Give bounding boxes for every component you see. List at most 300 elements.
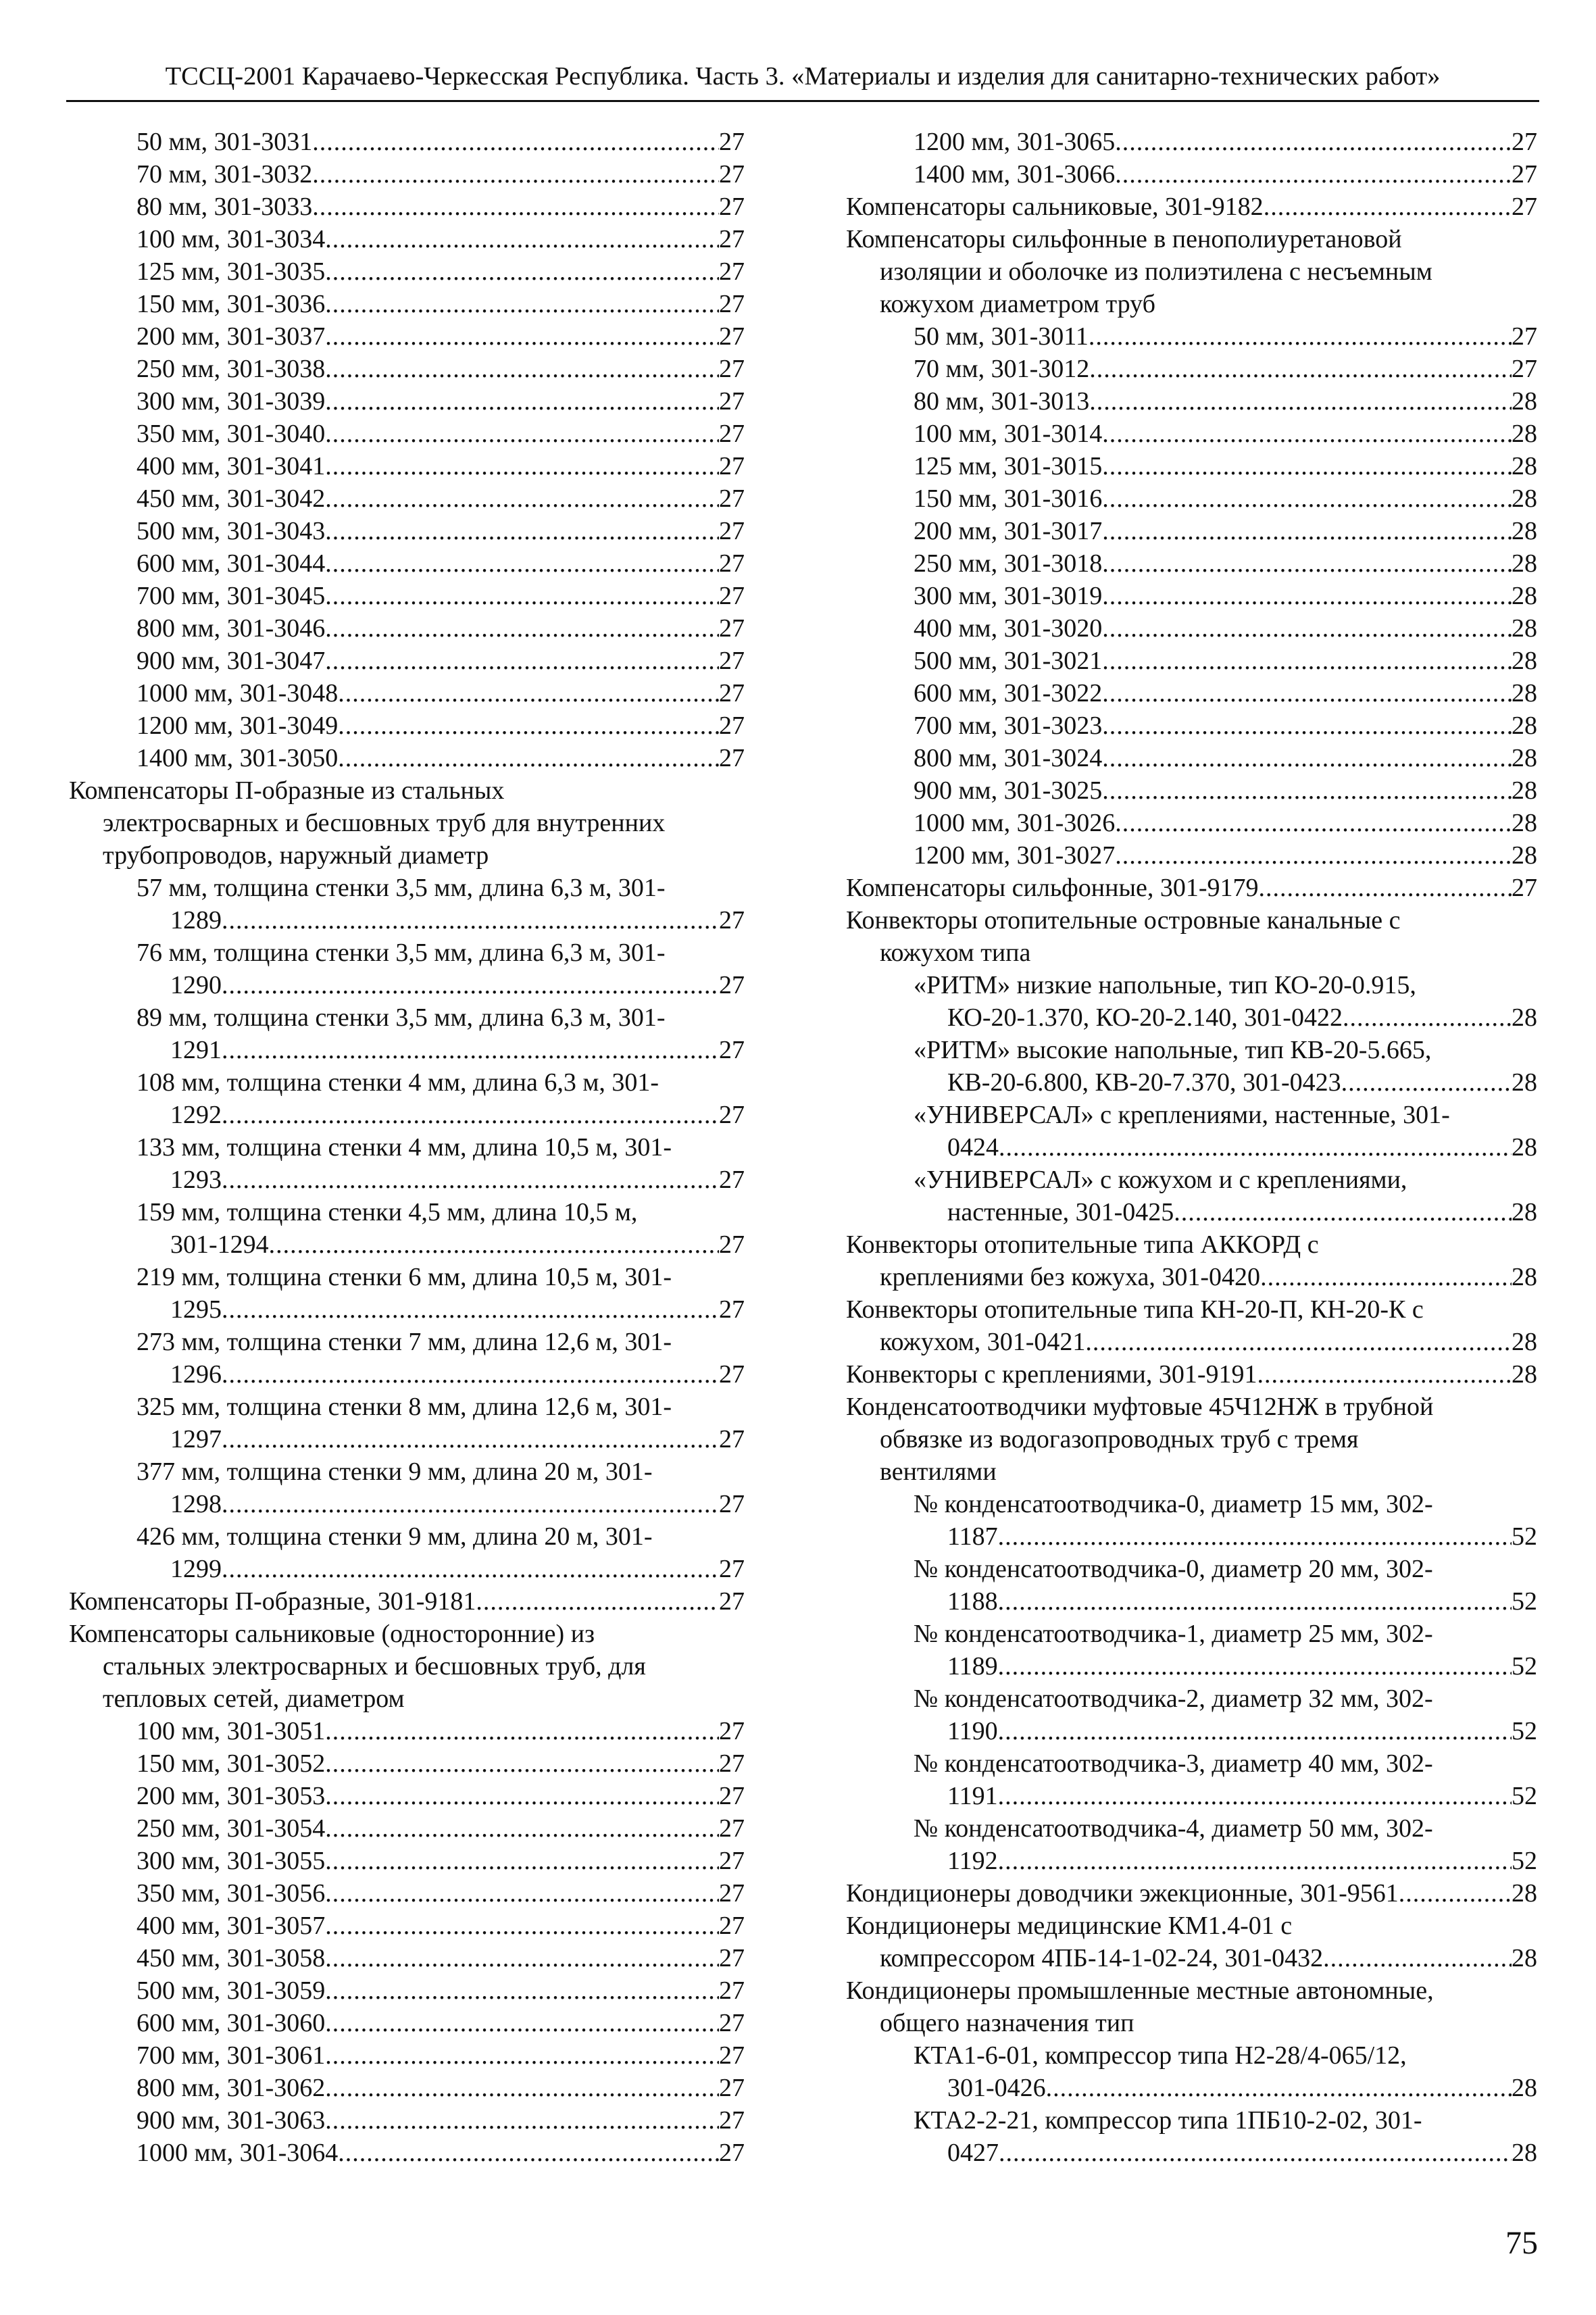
- index-entry-page: 28: [1512, 647, 1537, 675]
- index-entry-page: 27: [719, 582, 745, 610]
- index-entry: [846, 645, 1537, 677]
- index-entry-page: 28: [1512, 809, 1537, 837]
- index-entry-text: 219 мм, толщина стенки 6 мм, длина 10,5 м, 301-: [136, 1263, 672, 1291]
- index-entry-page: 27: [1512, 322, 1537, 351]
- index-entry-page: 27: [719, 1587, 745, 1616]
- index-entry-continued: [69, 937, 745, 969]
- index-entry-text: 1292: [170, 1101, 222, 1129]
- index-entry-text: 150 мм, 301-3036: [136, 290, 326, 318]
- index-entry-continued: [69, 774, 745, 807]
- dot-leader: [1089, 320, 1512, 353]
- index-entry-text: Конвекторы отопительные типа АККОРД с: [846, 1230, 1319, 1259]
- index-entry-continued: [846, 904, 1537, 937]
- index-entry-continued: [846, 223, 1537, 255]
- index-entry-page: 27: [719, 452, 745, 480]
- dot-leader: [1115, 839, 1512, 872]
- index-entry-page: 28: [1512, 387, 1537, 416]
- index-entry: [846, 191, 1537, 223]
- index-entry-text: 1295: [170, 1295, 222, 1324]
- dot-leader: [1102, 547, 1512, 580]
- dot-leader: [998, 1780, 1512, 1812]
- index-entry-text: 0424: [947, 1133, 999, 1162]
- dot-leader: [325, 580, 719, 612]
- dot-leader: [222, 904, 719, 937]
- dot-leader: [1102, 612, 1512, 645]
- index-entry: [69, 191, 745, 223]
- index-entry-continued: [846, 1683, 1537, 1715]
- index-entry-text: «РИТМ» высокие напольные, тип КВ-20-5.665,: [914, 1036, 1432, 1064]
- index-entry-text: 125 мм, 301-3015: [914, 452, 1103, 480]
- index-entry-text: тепловых сетей, диаметром: [103, 1685, 405, 1713]
- index-entry-page: 28: [1512, 679, 1537, 707]
- index-entry-page: 27: [1512, 193, 1537, 221]
- index-entry: [69, 353, 745, 385]
- index-column-left: [69, 126, 745, 2169]
- dot-leader: [1102, 418, 1512, 450]
- index-entry-text: трубопроводов, наружный диаметр: [103, 841, 489, 870]
- index-entry-text: 500 мм, 301-3021: [914, 647, 1103, 675]
- index-entry-page: 27: [719, 1717, 745, 1745]
- index-entry: [69, 2007, 745, 2039]
- index-entry-text: Конвекторы с креплениями, 301-9191: [846, 1360, 1257, 1389]
- index-entry-page: 27: [719, 1749, 745, 1778]
- dot-leader: [1102, 742, 1512, 774]
- dot-leader: [1174, 1196, 1512, 1228]
- index-entry-text: 100 мм, 301-3051: [136, 1717, 326, 1745]
- index-entry-text: 50 мм, 301-3011: [914, 322, 1089, 351]
- index-entry-text: обвязке из водогазопроводных труб с тремя: [880, 1425, 1359, 1453]
- index-entry: [846, 1780, 1537, 1812]
- index-entry-page: 27: [719, 2106, 745, 2135]
- index-entry: [69, 1293, 745, 1326]
- index-entry-continued: [846, 288, 1537, 320]
- index-entry: [69, 288, 745, 320]
- index-entry-continued: [69, 1455, 745, 1488]
- index-entry-text: 450 мм, 301-3042: [136, 484, 326, 513]
- index-entry-text: 250 мм, 301-3054: [136, 1814, 326, 1843]
- index-entry-text: 301-1294: [170, 1230, 269, 1259]
- index-entry-text: Компенсаторы сильфонные в пенополиуретановой: [846, 225, 1402, 253]
- dot-leader: [325, 288, 719, 320]
- dot-leader: [1341, 1066, 1512, 1099]
- index-entry-page: 27: [719, 744, 745, 772]
- index-entry: [69, 969, 745, 1001]
- dot-leader: [325, 1942, 719, 1974]
- dot-leader: [999, 2137, 1512, 2169]
- index-entry-text: 100 мм, 301-3034: [136, 225, 326, 253]
- index-entry-continued: [69, 1196, 745, 1228]
- index-entry-page: 28: [1512, 2139, 1537, 2167]
- dot-leader: [1089, 353, 1512, 385]
- dot-leader: [325, 1974, 719, 2007]
- dot-leader: [1343, 1001, 1512, 1034]
- index-entry-page: 28: [1512, 2074, 1537, 2102]
- index-entry-continued: [69, 1683, 745, 1715]
- index-entry-page: 27: [719, 1944, 745, 1972]
- index-entry-text: КТА2-2-21, компрессор типа 1ПБ10-2-02, 301-: [914, 2106, 1422, 2135]
- index-entry-page: 27: [719, 647, 745, 675]
- index-entry: [69, 223, 745, 255]
- index-entry-text: 1400 мм, 301-3050: [136, 744, 339, 772]
- index-entry-text: 1200 мм, 301-3049: [136, 712, 339, 740]
- index-entry-page: 28: [1512, 776, 1537, 805]
- index-entry-page: 28: [1512, 712, 1537, 740]
- index-entry: [69, 320, 745, 353]
- dot-leader: [1399, 1877, 1512, 1910]
- index-entry-continued: [846, 1099, 1537, 1131]
- index-entry-text: 600 мм, 301-3060: [136, 2009, 326, 2037]
- index-entry-text: 700 мм, 301-3045: [136, 582, 326, 610]
- index-entry-text: 1400 мм, 301-3066: [914, 160, 1116, 189]
- index-entry-page: 27: [719, 257, 745, 286]
- index-entry-page: 52: [1512, 1652, 1537, 1681]
- index-entry-continued: [69, 839, 745, 872]
- index-entry-page: 52: [1512, 1587, 1537, 1616]
- index-entry: [69, 1585, 745, 1618]
- index-entry-page: 28: [1512, 1263, 1537, 1291]
- index-entry-page: 28: [1512, 614, 1537, 643]
- dot-leader: [325, 255, 719, 288]
- index-entry: [69, 1942, 745, 1974]
- index-entry: [69, 1715, 745, 1747]
- dot-leader: [1102, 710, 1512, 742]
- dot-leader: [325, 1910, 719, 1942]
- index-entry-text: 1290: [170, 971, 222, 999]
- index-entry-text: 900 мм, 301-3063: [136, 2106, 326, 2135]
- index-entry: [846, 1261, 1537, 1293]
- index-entry-page: 28: [1512, 582, 1537, 610]
- dot-leader: [325, 223, 719, 255]
- index-entry: [69, 677, 745, 710]
- dot-leader: [998, 1520, 1512, 1553]
- page-number: 75: [1505, 2225, 1538, 2261]
- index-entry-page: 27: [719, 355, 745, 383]
- index-entry: [69, 158, 745, 191]
- index-entry-page: 28: [1512, 517, 1537, 545]
- index-entry: [846, 774, 1537, 807]
- index-entry-text: стальных электросварных и бесшовных труб, для: [103, 1652, 646, 1681]
- index-entry: [846, 1845, 1537, 1877]
- index-entry-page: 27: [1512, 128, 1537, 156]
- index-entry-page: 28: [1512, 420, 1537, 448]
- index-entry-continued: [69, 1650, 745, 1683]
- index-entry-text: № конденсатоотводчика-1, диаметр 25 мм, 302-: [914, 1620, 1433, 1648]
- index-entry-text: № конденсатоотводчика-4, диаметр 50 мм, 302-: [914, 1814, 1433, 1843]
- index-entry-text: № конденсатоотводчика-2, диаметр 32 мм, 302-: [914, 1685, 1433, 1713]
- index-entry-text: «УНИВЕРСАЛ» с кожухом и с креплениями,: [914, 1166, 1407, 1194]
- index-entry: [69, 1228, 745, 1261]
- index-entry-text: 350 мм, 301-3040: [136, 420, 326, 448]
- index-entry-continued: [846, 1455, 1537, 1488]
- index-entry-continued: [846, 2007, 1537, 2039]
- dot-leader: [998, 1650, 1512, 1683]
- index-entry-text: 700 мм, 301-3061: [136, 2041, 326, 2070]
- index-entry-text: 1192: [947, 1847, 998, 1875]
- index-entry-text: 250 мм, 301-3038: [136, 355, 326, 383]
- index-entry-continued: [69, 1131, 745, 1164]
- dot-leader: [998, 1715, 1512, 1747]
- index-entry: [846, 1520, 1537, 1553]
- index-entry-page: 28: [1512, 1198, 1537, 1226]
- index-entry-page: 27: [719, 484, 745, 513]
- header-rule: [66, 100, 1539, 102]
- index-entry-text: КТА1-6-01, компрессор типа Н2-28/4-065/12,: [914, 2041, 1407, 2070]
- index-entry-page: 28: [1512, 1879, 1537, 1908]
- index-entry-continued: [846, 1228, 1537, 1261]
- index-entry-page: 27: [719, 517, 745, 545]
- index-entry-text: 200 мм, 301-3037: [136, 322, 326, 351]
- index-entry-text: 400 мм, 301-3057: [136, 1912, 326, 1940]
- dot-leader: [269, 1228, 719, 1261]
- index-entry-text: 1187: [947, 1522, 998, 1551]
- dot-leader: [325, 1715, 719, 1747]
- index-entry-page: 27: [719, 193, 745, 221]
- index-entry-text: Конвекторы отопительные островные канальные с: [846, 906, 1401, 935]
- index-entry: [69, 515, 745, 547]
- index-entry-text: 350 мм, 301-3056: [136, 1879, 326, 1908]
- index-entry-text: 400 мм, 301-3020: [914, 614, 1103, 643]
- index-entry-page: 27: [719, 549, 745, 578]
- dot-leader: [312, 158, 719, 191]
- index-entry-page: 27: [719, 906, 745, 935]
- dot-leader: [338, 742, 719, 774]
- index-entry: [69, 1553, 745, 1585]
- index-entry: [69, 710, 745, 742]
- dot-leader: [222, 1293, 719, 1326]
- index-entry-page: 27: [719, 1847, 745, 1875]
- dot-leader: [338, 2137, 719, 2169]
- dot-leader: [1085, 1326, 1512, 1358]
- index-entry-page: 27: [719, 1425, 745, 1453]
- index-entry-continued: [846, 1423, 1537, 1455]
- index-entry-continued: [846, 1812, 1537, 1845]
- index-entry-text: 377 мм, толщина стенки 9 мм, длина 20 м, 301-: [136, 1458, 653, 1486]
- dot-leader: [325, 2104, 719, 2137]
- dot-leader: [325, 418, 719, 450]
- index-entry: [69, 547, 745, 580]
- dot-leader: [338, 677, 719, 710]
- index-entry-text: 800 мм, 301-3046: [136, 614, 326, 643]
- index-entry-page: 52: [1512, 1522, 1537, 1551]
- dot-leader: [1264, 191, 1512, 223]
- index-entry-page: 27: [719, 322, 745, 351]
- dot-leader: [325, 1812, 719, 1845]
- dot-leader: [1102, 580, 1512, 612]
- index-entry-text: 1190: [947, 1717, 998, 1745]
- index-entry: [69, 450, 745, 482]
- index-entry: [846, 612, 1537, 645]
- index-entry-page: 27: [719, 1912, 745, 1940]
- dot-leader: [1046, 2072, 1512, 2104]
- index-entry-continued: [846, 1293, 1537, 1326]
- index-entry-text: кожухом диаметром труб: [880, 290, 1155, 318]
- running-header: ТССЦ-2001 Карачаево-Черкесская Республика. Часть 3. «Материалы и изделия для санитарно-технических работ»: [165, 62, 1441, 91]
- index-entry-page: 27: [719, 2041, 745, 2070]
- index-entry-continued: [846, 1488, 1537, 1520]
- index-entry: [69, 126, 745, 158]
- index-entry: [846, 839, 1537, 872]
- dot-leader: [338, 710, 719, 742]
- dot-leader: [325, 612, 719, 645]
- index-entry-continued: [69, 1261, 745, 1293]
- index-entry-text: 1000 мм, 301-3048: [136, 679, 339, 707]
- index-entry-text: 600 мм, 301-3022: [914, 679, 1103, 707]
- index-entry: [846, 1131, 1537, 1164]
- index-entry-page: 28: [1512, 744, 1537, 772]
- index-entry-text: 57 мм, толщина стенки 3,5 мм, длина 6,3 м, 301-: [136, 874, 666, 902]
- index-column-right: [846, 126, 1537, 2169]
- index-entry-text: 600 мм, 301-3044: [136, 549, 326, 578]
- index-entry-page: 27: [719, 971, 745, 999]
- index-entry-text: Кондиционеры доводчики эжекционные, 301-9561: [846, 1879, 1399, 1908]
- dot-leader: [1102, 774, 1512, 807]
- index-entry-text: 400 мм, 301-3041: [136, 452, 326, 480]
- index-entry-text: 800 мм, 301-3062: [136, 2074, 326, 2102]
- dot-leader: [1102, 515, 1512, 547]
- index-entry-text: кожухом типа: [880, 939, 1031, 967]
- index-entry-text: 450 мм, 301-3058: [136, 1944, 326, 1972]
- index-entry-text: Компенсаторы П-образные из стальных: [69, 776, 505, 805]
- index-entry-page: 28: [1512, 484, 1537, 513]
- index-entry: [69, 385, 745, 418]
- dot-leader: [325, 1780, 719, 1812]
- index-entry: [846, 677, 1537, 710]
- index-entry-page: 27: [719, 2009, 745, 2037]
- index-entry-text: компрессором 4ПБ-14-1-02-24, 301-0432: [880, 1944, 1324, 1972]
- dot-leader: [325, 547, 719, 580]
- index-entry: [846, 1196, 1537, 1228]
- index-entry: [846, 1877, 1537, 1910]
- index-entry: [846, 1715, 1537, 1747]
- index-entry: [69, 904, 745, 937]
- index-entry-page: 27: [719, 679, 745, 707]
- dot-leader: [222, 1488, 719, 1520]
- dot-leader: [998, 1585, 1512, 1618]
- index-entry-page: 28: [1512, 1003, 1537, 1032]
- dot-leader: [1323, 1942, 1512, 1974]
- index-entry-text: 1296: [170, 1360, 222, 1389]
- index-entry-text: 1299: [170, 1555, 222, 1583]
- dot-leader: [1102, 645, 1512, 677]
- index-entry-text: 0427: [947, 2139, 999, 2167]
- index-entry-continued: [69, 1326, 745, 1358]
- index-entry: [846, 2072, 1537, 2104]
- dot-leader: [1260, 1261, 1512, 1293]
- index-entry-text: КВ-20-6.800, КВ-20-7.370, 301-0423: [947, 1068, 1341, 1097]
- index-entry-text: 1297: [170, 1425, 222, 1453]
- dot-leader: [1259, 872, 1512, 904]
- index-entry: [69, 1845, 745, 1877]
- index-entry-text: 125 мм, 301-3035: [136, 257, 326, 286]
- index-entry-continued: [69, 1001, 745, 1034]
- index-entry-page: 27: [1512, 355, 1537, 383]
- index-entry-text: Компенсаторы сильфонные, 301-9179: [846, 874, 1259, 902]
- index-entry-page: 27: [719, 1976, 745, 2005]
- dot-leader: [325, 482, 719, 515]
- index-entry: [69, 2104, 745, 2137]
- index-entry-text: № конденсатоотводчика-3, диаметр 40 мм, 302-: [914, 1749, 1433, 1778]
- index-entry: [846, 158, 1537, 191]
- index-entry-text: 108 мм, толщина стенки 4 мм, длина 6,3 м, 301-: [136, 1068, 659, 1097]
- index-entry-text: Конденсатоотводчики муфтовые 45Ч12НЖ в трубной: [846, 1393, 1434, 1421]
- index-entry-text: «УНИВЕРСАЛ» с креплениями, настенные, 301-: [914, 1101, 1450, 1129]
- index-entry-text: 273 мм, толщина стенки 7 мм, длина 12,6 м, 301-: [136, 1328, 672, 1356]
- index-entry: [846, 1001, 1537, 1034]
- index-entry-page: 28: [1512, 1944, 1537, 1972]
- dot-leader: [325, 645, 719, 677]
- index-entry-page: 27: [719, 1166, 745, 1194]
- index-entry: [69, 1910, 745, 1942]
- index-entry-page: 27: [719, 1230, 745, 1259]
- index-entry: [846, 320, 1537, 353]
- index-entry-text: 150 мм, 301-3016: [914, 484, 1103, 513]
- index-entry-continued: [846, 255, 1537, 288]
- index-entry: [69, 612, 745, 645]
- dot-leader: [325, 1877, 719, 1910]
- index-entry-continued: [846, 2104, 1537, 2137]
- index-entry-text: Конвекторы отопительные типа КН-20-П, КН-20-К с: [846, 1295, 1424, 1324]
- index-entry-continued: [846, 1164, 1537, 1196]
- index-entry-page: 27: [719, 1490, 745, 1518]
- dot-leader: [325, 1747, 719, 1780]
- index-entry-text: настенные, 301-0425: [947, 1198, 1174, 1226]
- index-entry: [69, 1488, 745, 1520]
- index-entry-text: 1188: [947, 1587, 998, 1616]
- index-entry-page: 27: [719, 2074, 745, 2102]
- index-entry-continued: [69, 1520, 745, 1553]
- index-entry-page: 28: [1512, 549, 1537, 578]
- index-entry-page: 27: [719, 420, 745, 448]
- index-entry: [846, 385, 1537, 418]
- index-entry-text: 1289: [170, 906, 222, 935]
- dot-leader: [325, 515, 719, 547]
- index-entry: [846, 1358, 1537, 1391]
- index-entry: [846, 1585, 1537, 1618]
- index-entry: [69, 1034, 745, 1066]
- index-entry: [846, 1066, 1537, 1099]
- index-entry: [846, 482, 1537, 515]
- index-entry-page: 27: [719, 1879, 745, 1908]
- index-entry-text: 426 мм, толщина стенки 9 мм, длина 20 м, 301-: [136, 1522, 653, 1551]
- index-entry: [69, 1877, 745, 1910]
- index-entry-text: 301-0426: [947, 2074, 1046, 2102]
- dot-leader: [325, 2072, 719, 2104]
- index-entry-page: 27: [719, 128, 745, 156]
- index-entry-text: 80 мм, 301-3033: [136, 193, 313, 221]
- index-entry-page: 28: [1512, 1133, 1537, 1162]
- index-entry-text: 89 мм, толщина стенки 3,5 мм, длина 6,3 м, 301-: [136, 1003, 666, 1032]
- index-entry-page: 28: [1512, 1068, 1537, 1097]
- index-entry: [69, 1812, 745, 1845]
- dot-leader: [325, 450, 719, 482]
- index-entry-page: 27: [719, 1036, 745, 1064]
- index-entry-text: 50 мм, 301-3031: [136, 128, 313, 156]
- index-entry: [69, 2137, 745, 2169]
- index-entry-page: 27: [719, 225, 745, 253]
- dot-leader: [1102, 450, 1512, 482]
- index-entry: [69, 418, 745, 450]
- index-entry-text: 900 мм, 301-3047: [136, 647, 326, 675]
- index-entry-page: 27: [719, 1555, 745, 1583]
- index-entry-text: креплениями без кожуха, 301-0420: [880, 1263, 1261, 1291]
- index-entry: [69, 1974, 745, 2007]
- index-entry-text: вентилями: [880, 1458, 997, 1486]
- index-entry-page: 27: [719, 1101, 745, 1129]
- index-entry-text: 76 мм, толщина стенки 3,5 мм, длина 6,3 м, 301-: [136, 939, 666, 967]
- dot-leader: [222, 969, 719, 1001]
- index-entry-text: 900 мм, 301-3025: [914, 776, 1103, 805]
- index-entry-text: 325 мм, толщина стенки 8 мм, длина 12,6 м, 301-: [136, 1393, 672, 1421]
